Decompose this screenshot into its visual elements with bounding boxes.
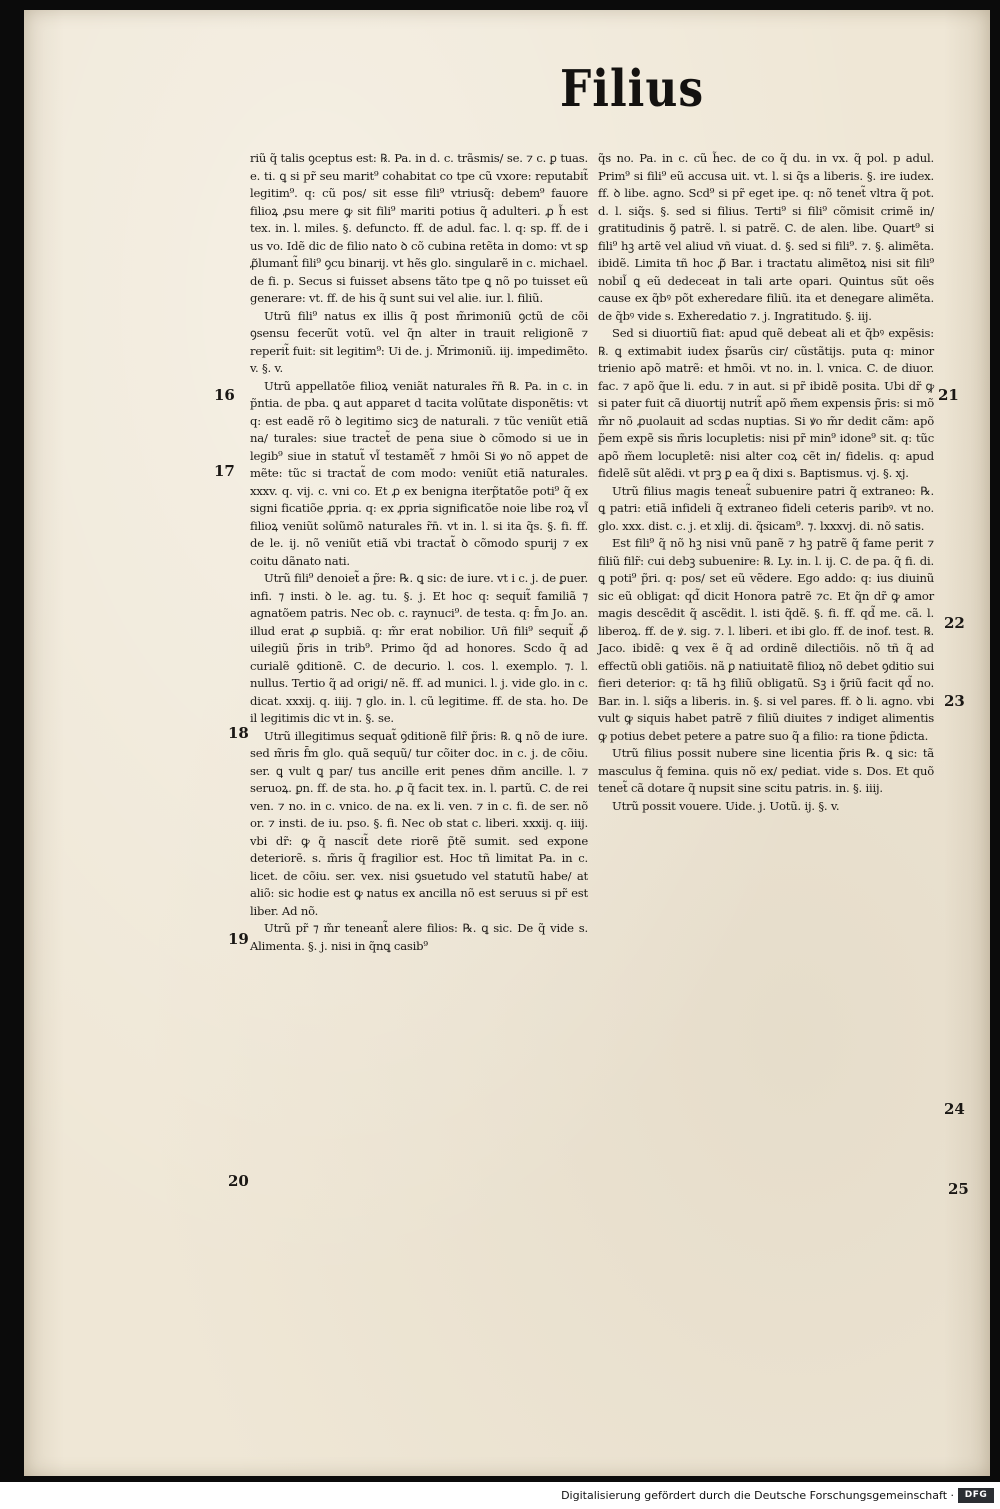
marginal-number: 22: [944, 614, 965, 632]
paragraph: riũ q̃ talis ꝯceptus est: ℞. Pa. in d. c. trãsmis/ se. ⁊ c. ꝑ tuas. e. ti. ꝗ si pr̃ seu marit⁹ cohabitat co tpe cũ vxore: reputabit̃ legitim⁹. q: cũ pos/ sit esse fili⁹ vtriusq̃: debem⁹ fauore filioꝝ ꝓsu mere ꝙ sit fili⁹ mariti potius q̃ adulteri. ꝓ h̃ est tex. in. l. miles. §. defuncto. ff. de adul. fac. l. q: sp. ff. de i us vo. Idẽ dic de filio nato ꝺ cõ cubina retẽta in domo: vt sꝑ ꝓ̃lumant̃ fili⁹ ꝯcu binarij. vt hẽs glo. singularẽ in c. michael. de fi. p. Secus si fuisset absens tãto tpe ꝗ nõ po tuisset eũ generare: vt. ff. de his q̃ sunt sui vel alie. iur. l. filiũ.: [250, 151, 588, 305]
running-header: Filius: [560, 60, 705, 119]
left-text-column: [250, 150, 588, 955]
marginal-number: 20: [228, 1172, 249, 1190]
paragraph: Utrũ illegitimus sequat̃ ꝯditionẽ filr̃ p̃ris: ℞. ꝗ nõ de iure. sed m̃ris f̄m glo. quã sequũ/ tur cõiter doc. in c. j. de cõiu. ser. ꝗ vult ꝗ par/ tus ancille erit penes dñm ancille. l. ⁊ seruoꝝ. ꝑn. ff. de sta. ho. ꝓ q̃ facit tex. in. l. partũ. C. de rei ven. ⁊ no. in c. vnico. de na. ex li. ven. ⁊ in c. fi. de ser. nõ or. ⁊ insti. de iu. pso. §. fi. Nec ob stat c. liberi. xxxij. q. iiij. vbi dr̃: ꝙ q̃ nascit̃ dete riorẽ p̃tẽ sumit. sed expone deteriorẽ. s. m̃ris q̃ fragilior est. Hoc tñ limitat Pa. in c. licet. de cõiu. ser. vex. nisi ꝯsuetudo vel statutũ habe/ at aliõ: sic hodie est ꝙ natus ex ancilla nõ est seruus si pr̃ est liber. Ad nõ.: [250, 728, 588, 918]
funding-credit: Digitalisierung gefördert durch die Deutsche Forschungsgemeinschaft ·: [561, 1489, 954, 1502]
marginal-number: 24: [944, 1100, 965, 1118]
right-text-column: [598, 150, 934, 815]
marginal-number: 23: [944, 692, 965, 710]
marginal-number: 18: [228, 724, 249, 742]
paragraph: Utrũ pr̃ ⁊ m̃r teneant̃ alere filios: ℞. ꝗ sic. De q̃ vide s. Alimenta. §. j. nisi in q̃nꝗ casib⁹: [250, 921, 588, 953]
paragraph: Utrũ fili⁹ natus ex illis q̃ post m̃rimoniũ ꝯctũ de cõi ꝯsensu fecerũt votũ. vel q̃n alter in trauit religionẽ ⁊ reperit̃ fuit: sit legitim⁹: Ui de. j. M̃rimoniũ. iij. impedimẽto. v. §. v.: [250, 308, 588, 375]
dfg-logo: DFG: [958, 1488, 994, 1503]
paragraph: Utrũ possit vouere. Uide. j. Uotũ. ij. §. v.: [612, 798, 840, 813]
footer-bar: [0, 1482, 1000, 1509]
marginal-number: 17: [214, 462, 235, 480]
paragraph: Utrũ filius possit nubere sine licentia p̃ris ℞. ꝗ sic: tã masculus q̃ femina. quis nõ ex/ pediat. vide s. Dos. Et quõ tenet̃ cã dotare q̃ nupsit sine scitu patris. in. §. iiij.: [598, 746, 934, 795]
marginal-number: 16: [214, 386, 235, 404]
marginal-number: 21: [938, 386, 959, 404]
paragraph: Utrũ filius magis teneat̃ subuenire patri q̃ extraneo: ℞. ꝗ patri: etiã infideli q̃ extraneo fideli ceteris paribꝰ. vt no. glo. xxx. dist. c. j. et xlij. di. q̃sicam⁹. ⁊. lxxxvj. di. nõ satis.: [598, 483, 934, 533]
marginal-number: 19: [228, 930, 249, 948]
marginal-number: 25: [948, 1180, 969, 1198]
paragraph: Est fili⁹ q̃ nõ hꝫ nisi vnũ panẽ ⁊ hꝫ patrẽ q̃ fame perit ⁊ filiũ filr̃: cui debꝫ subuenire: ℞. Ly. in. l. ij. C. de pa. q̃ fi. di. ꝗ poti⁹ p̃ri. q: pos/ set eũ vẽdere. Ego addo: q: ius diuinũ sic eũ obligat: qd̃ dicit Honora patrẽ ⁊c. Et q̃n dr̃ ꝙ amor magis descẽdit q̃ ascẽdit. l. isti q̃dẽ. §. fi. ff. qd̃ me. cã. l. liberoꝝ. ff. de ꝟ. sig. ⁊. l. liberi. et ibi glo. ff. de inof. test. ℞. Jaco. ibidẽ: ꝗ vex ẽ q̃ ad ordinẽ dilectiõis. nõ tñ q̃ ad effectũ obli gatiõis. nã ꝑ natiuitatẽ filioꝝ nõ debet ꝯditio sui fieri deterior: q: tã hꝫ filiũ obligatũ. Sꝫ i ꝯ̃riũ facit qd̃ no. Bar. in. l. siq̃s a liberis. in. §. si vel pares. ff. ꝺ li. agno. vbi vult ꝙ siquis habet patrẽ ⁊ filiũ diuites ⁊ indiget alimentis ꝙ potius debet petere a patre suo q̃ a filio: ra tione p̃dicta.: [598, 536, 934, 743]
paragraph: Utrũ appellatõe filioꝝ veniãt naturales r̃n̄ ℞. Pa. in c. in p̃ntia. de pba. ꝗ aut apparet d tacita volũtate disponẽtis: vt q: est eadẽ rõ ꝺ legitimo sicꝫ de naturali. ⁊ tũc veniũt etiã na/ turales: siue tractet̃ de pena siue ꝺ cõmodo si ue in legib⁹ siue in statut̃ vl̃ testamẽt̃ ⁊ hmõi Si ꝟo nõ appet de mẽte: tũc si tractat̃ de com modo: veniũt etiã naturales. xxxv. q. vij. c. vni co. Et ꝓ ex benigna iterp̃tatõe poti⁹ q̃ ex signi ficatiõe ꝓpria. q: ex ꝓpria significatõe noie libe roꝝ vl̃ filioꝝ veniũt solũmõ naturales r̃n̄. vt in. l. si ita q̃s. §. fi. ff. de le. ij. nõ veniũt etiã vbi tractat̃ ꝺ cõmodo spurij ⁊ ex coitu dãnato nati.: [250, 378, 588, 568]
paragraph: q̃s no. Pa. in c. cũ h̃ec. de co q̃ du. in vx. q̃ pol. p adul. Prim⁹ si fili⁹ eũ accusa uit. vt. l. si q̃s a liberis. §. ire iudex. ff. ꝺ libe. agno. Scd⁹ si pr̃ eget ipe. q: nõ tenet̃ vltra q̃ pot. d. l. siq̃s. §. sed si filius. Terti⁹ si fili⁹ cõmisit crimẽ in/ gratitudinis ꝯ̃ patrẽ. l. si patrẽ. C. de alen. libe. Quart⁹ si fili⁹ hꝫ artẽ vel aliud vñ viuat. d. §. sed si fili⁹. ⁊. §. alimẽta. ibidẽ. Limita tñ hoc ꝓ̃ Bar. i tractatu alimẽtoꝝ nisi sit fili⁹ nobil̃ ꝗ eũ dedeceat in tali arte opari. Quintus sũt oẽs cause ex q̃bꝰ põt exheredare filiũ. ita et denegare alimẽta. de q̃bꝰ vide s. Exheredatio ⁊. j. Ingratitudo. §. iij.: [598, 151, 934, 323]
paragraph: Sed si diuortiũ fiat: apud quẽ debeat ali et q̃bꝰ expẽsis: ℞. ꝗ extimabit iudex p̃sarũs cir/ cũstãtijs. puta q: minor trienio apõ matrẽ: et hmõi. vt no. in. l. vnica. C. de diuor. fac. ⁊ apõ q̃ue li. edu. ⁊ in aut. si pr̃ ibidẽ posita. Ubi dr̃ ꝙ si pater fuit cã diuortij nutrit̃ apõ m̃em expensis p̃ris: si mõ m̃r nõ ꝓuolauit ad scdas nuptias. Si ꝟo m̃r dedit cãm: apõ p̃em expẽ sis m̃ris locupletis: nisi pr̃ min⁹ idone⁹ sit. q: tũc apõ m̃em locupletẽ: nisi alter coꝝ cẽt in/ fidelis. q: apud fidelẽ sũt alẽdi. vt prꝫ ꝑ ea q̃ dixi s. Baptismus. vj. §. xj.: [598, 326, 934, 480]
paragraph: Utrũ fili⁹ denoiet̃ a p̃re: ℞. ꝗ sic: de iure. vt i c. j. de ꝑuer. infi. ⁊ insti. ꝺ le. ag. tu. §. j. Et hoc q: sequit̃ familiã ⁊ agnatõem patris. Nec ob. c. raynuci⁹. de testa. q: f̄m Jo. an. illud erat ꝓ supbiã. q: m̃r erat nobilior. Uñ fili⁹ sequit̃ ꝓ̃ uilegiũ p̃ris in trib⁹. Primo q̃d ad honores. Scdo q̃ ad curialẽ ꝯditionẽ. C. de decurio. l. cos. l. exemplo. ⁊. l. nullus. Tertio q̃ ad origi/ nẽ. ff. ad munici. l. j. vide glo. in c. dicat. xxxij. q. iiij. ⁊ glo. in. l. cũ legitime. ff. de sta. ho. De il legitimis dic vt in. §. se.: [250, 571, 588, 725]
